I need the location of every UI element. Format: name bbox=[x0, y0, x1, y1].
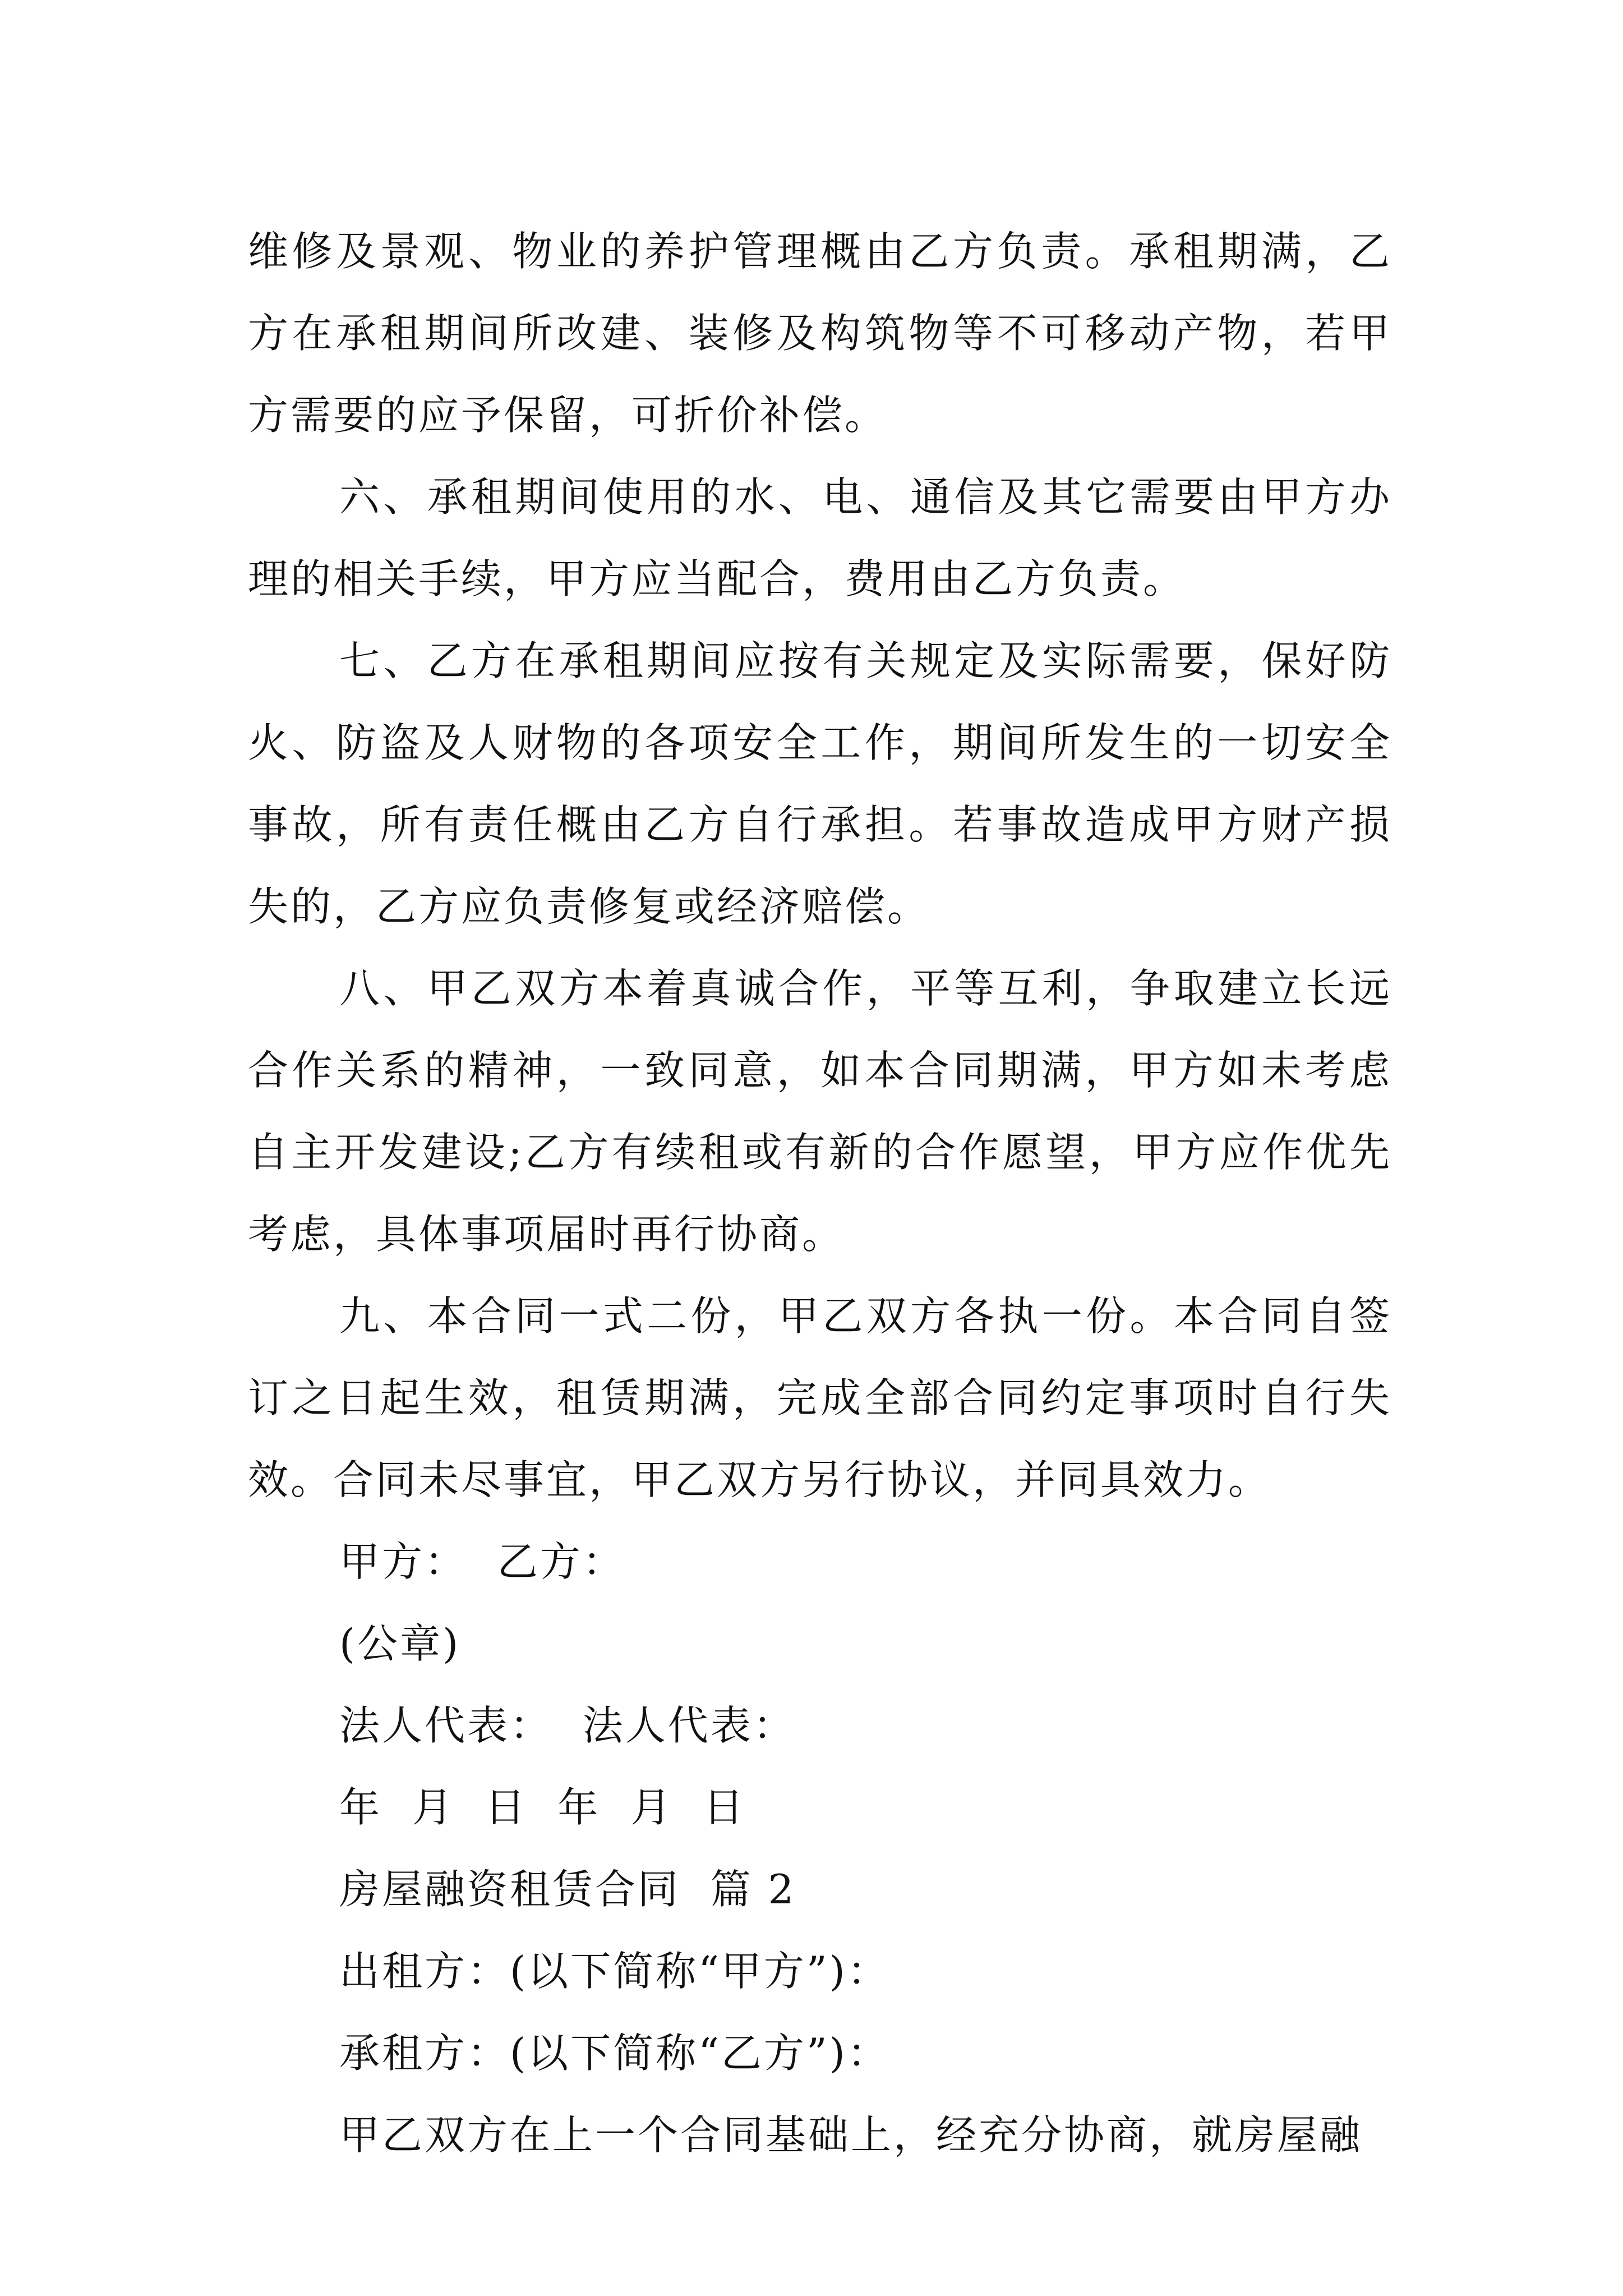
paragraph-clause-9: 九、本合同一式二份，甲乙双方各执一份。本合同自签订之日起生效，租赁期满，完成全部合同约定事项时自行失效。合同未尽事宜，甲乙双方另行协议，并同具效力。 bbox=[248, 1292, 1392, 1503]
lessee-line: 承租方：(以下简称“乙方”)： bbox=[339, 2030, 890, 2077]
party-signature-line: 甲方： 乙方： bbox=[339, 1538, 625, 1585]
paragraph-maintenance: 维修及景观、物业的养护管理概由乙方负责。承租期满，乙方在承租期间所改建、装修及构筑物等不可移动产物，若甲方需要的应予保留，可折价补偿。 bbox=[248, 228, 1392, 439]
contract-title-line: 房屋融资租赁合同 篇 2 bbox=[339, 1866, 796, 1913]
legal-representative-line: 法人代表： 法人代表： bbox=[339, 1702, 796, 1749]
seal-line: (公章) bbox=[339, 1620, 461, 1667]
date-line: 年 月 日 年 月 日 bbox=[339, 1784, 746, 1831]
document-body bbox=[248, 210, 1392, 2176]
lessor-line: 出租方：(以下简称“甲方”)： bbox=[339, 1948, 890, 1995]
paragraph-clause-6: 六、承租期间使用的水、电、通信及其它需要由甲方办理的相关手续，甲方应当配合，费用由乙方负责。 bbox=[248, 473, 1392, 602]
opening-sentence-line: 甲乙双方在上一个合同基础上，经充分协商，就房屋融 bbox=[339, 2111, 1363, 2159]
paragraph-clause-7: 七、乙方在承租期间应按有关规定及实际需要，保好防火、防盗及人财物的各项安全工作，期间所发生的一切安全事故，所有责任概由乙方自行承担。若事故造成甲方财产损失的，乙方应负责修复或经济赔偿。 bbox=[248, 637, 1392, 930]
paragraph-clause-8: 八、甲乙双方本着真诚合作，平等互利，争取建立长远合作关系的精神，一致同意，如本合同期满，甲方如未考虑自主开发建设;乙方有续租或有新的合作愿望，甲方应作优先考虑，具体事项届时再行协商。 bbox=[248, 965, 1392, 1258]
